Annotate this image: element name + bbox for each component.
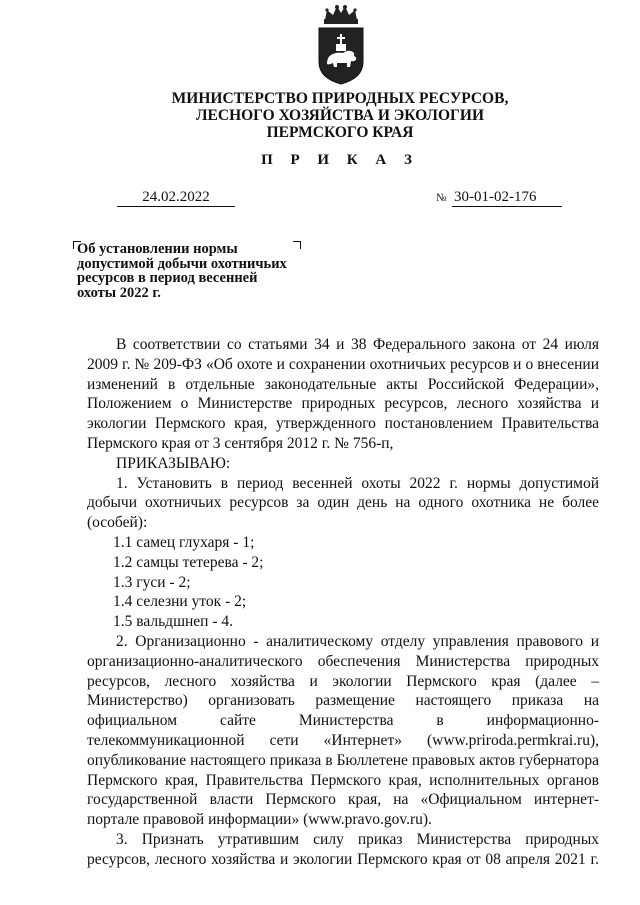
clause-1-4: 1.4 селезни уток - 2; [113, 593, 247, 611]
coat-of-arms-icon [313, 4, 369, 86]
order-body [87, 335, 599, 870]
ministry-header-line: МИНИСТЕРСТВО ПРИРОДНЫХ РЕСУРСОВ, [171, 90, 509, 107]
ministry-header [140, 90, 540, 141]
ministry-header-line: ЛЕСНОГО ХОЗЯЙСТВА И ЭКОЛОГИИ [195, 107, 485, 124]
clause-1-2: 1.2 самцы тетерева - 2; [113, 553, 264, 571]
order-subject-line: допустимой добычи охотничьих [77, 255, 287, 272]
order-title: П Р И К А З [261, 152, 419, 168]
clause-1-1: 1.1 самец глухаря - 1; [113, 533, 255, 551]
ministry-header-line: ПЕРМСКОГО КРАЯ [266, 124, 414, 141]
clause-3: 3. Признать утратившим силу приказ Министерства природных ресурсов, лесного хозяйства и экологии Пермского края от 08 апреля 2021 г. [87, 830, 599, 868]
order-subject [77, 242, 307, 300]
clause-1-5: 1.5 вальдшнеп - 4. [113, 613, 234, 631]
number-sign: № [436, 192, 447, 204]
order-date: 24.02.2022 [117, 190, 235, 207]
order-subject-line: охоты 2022 г. [77, 284, 161, 301]
order-word: ПРИКАЗЫВАЮ: [116, 454, 231, 472]
clause-1-3: 1.3 гуси - 2; [113, 573, 191, 591]
clause-1: 1. Установить в период весенней охоты 2022 г. нормы допустимой добычи охотничьих ресурсов за один день на одного охотника не более (особей): [87, 474, 599, 532]
order-subject-line: Об установлении нормы [77, 241, 238, 257]
order-subject-line: ресурсов в период весенней [77, 270, 258, 286]
order-number: 30-01-02-176 [452, 190, 562, 207]
preamble-paragraph: В соответствии со статьями 34 и 38 Федерального закона от 24 июля 2009 г. № 209-ФЗ «Об охоте и сохранении охотничьих ресурсов и о внесении изменений в отдельные законодательные акты Российской Федерации», Положением о Министерстве природных ресурсов, лесного хозяйства и экологии Пермского края, утвержденного постановлением Правительства Пермского края от 3 сентября 2012 г. № 756-п, [87, 336, 599, 452]
clause-2: 2. Организационно - аналитическому отделу управления правового и организационно-аналитического обеспечения Министерства природных ресурсов, лесного хозяйства и экологии Пермского края (далее – Министерство) организовать размещение настоящего приказа на официальном сайте Министерства в информационно-телекоммуникационной сети «Интернет» (www.priroda.permkrai.ru), опубликование настоящего приказа в Бюллетене правовых актов губернатора Пермского края, Правительства Пермского края, исполнительных органов государственной власти Пермского края, на «Официальном интернет-портале правовой информации» (www.pravo.gov.ru). [87, 632, 599, 829]
